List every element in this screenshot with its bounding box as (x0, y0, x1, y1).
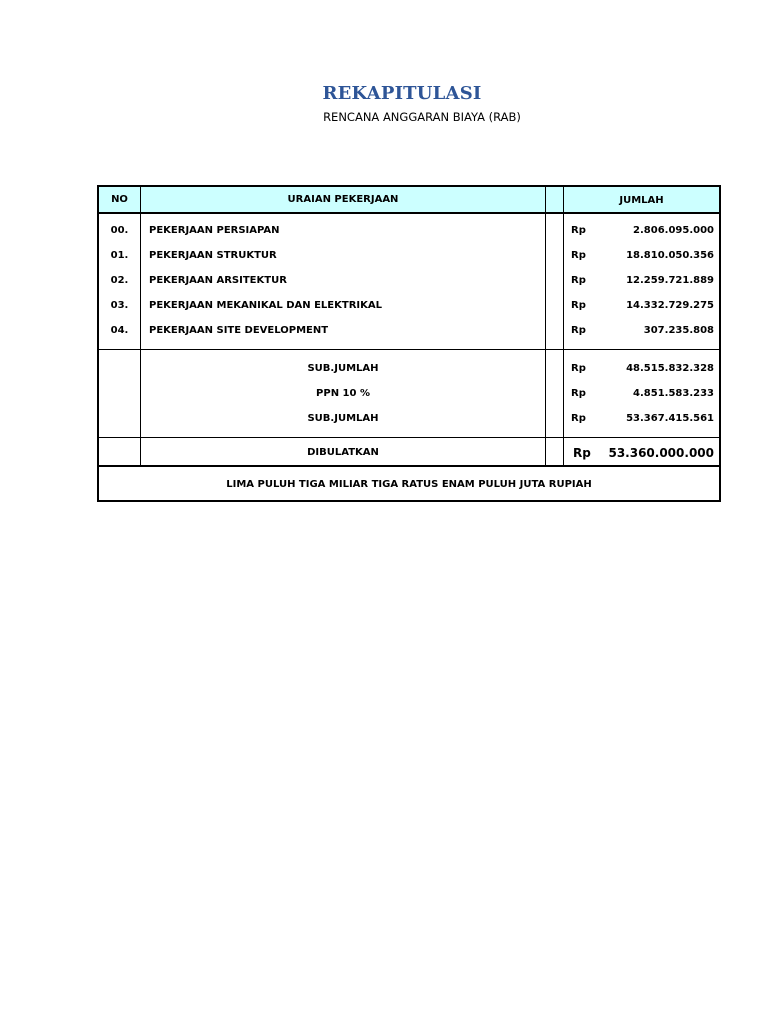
summary-currency: Rp (571, 413, 586, 424)
row-uraian: PEKERJAAN ARSITEKTUR (149, 275, 287, 286)
col-divider-uraian (545, 187, 546, 466)
amount-in-words: LIMA PULUH TIGA MILIAR TIGA RATUS ENAM PULUH JUTA RUPIAH (226, 479, 592, 490)
summary-amount: 53.367.415.561 (626, 413, 714, 424)
row-divider-summary (99, 437, 719, 438)
summary-amount: 48.515.832.328 (626, 363, 714, 374)
col-header-uraian: URAIAN PEKERJAAN (287, 194, 399, 205)
row-divider-items (99, 349, 719, 350)
col-header-no: NO (111, 194, 128, 205)
row-currency: Rp (571, 225, 586, 236)
recap-table (97, 185, 721, 502)
row-currency: Rp (571, 275, 586, 286)
row-uraian: PEKERJAAN STRUKTUR (149, 250, 277, 261)
summary-label: SUB.JUMLAH (307, 413, 379, 424)
summary-label: SUB.JUMLAH (307, 363, 379, 374)
row-uraian: PEKERJAAN SITE DEVELOPMENT (149, 325, 329, 336)
row-divider-rounded (99, 465, 719, 467)
row-uraian: PEKERJAAN PERSIAPAN (149, 225, 280, 236)
page-title: REKAPITULASI (322, 83, 482, 104)
summary-currency: Rp (571, 388, 586, 399)
row-no: 01. (110, 250, 129, 261)
rounded-amount: 53.360.000.000 (608, 446, 714, 460)
rounded-currency: Rp (573, 446, 591, 460)
row-currency: Rp (571, 250, 586, 261)
col-header-jumlah: JUMLAH (619, 195, 664, 206)
row-uraian: PEKERJAAN MEKANIKAL DAN ELEKTRIKAL (149, 300, 382, 311)
summary-amount: 4.851.583.233 (633, 388, 714, 399)
row-amount: 2.806.095.000 (633, 225, 714, 236)
row-amount: 307.235.808 (643, 325, 714, 336)
row-amount: 12.259.721.889 (626, 275, 714, 286)
rounded-label: DIBULATKAN (307, 447, 379, 458)
row-currency: Rp (571, 325, 586, 336)
row-no: 04. (110, 325, 129, 336)
page-subtitle: RENCANA ANGGARAN BIAYA (RAB) (323, 110, 521, 124)
row-no: 03. (110, 300, 129, 311)
row-amount: 14.332.729.275 (626, 300, 714, 311)
row-amount: 18.810.050.356 (626, 250, 714, 261)
row-no: 02. (110, 275, 129, 286)
col-divider-blank (563, 187, 564, 466)
row-no: 00. (110, 225, 129, 236)
row-currency: Rp (571, 300, 586, 311)
summary-currency: Rp (571, 363, 586, 374)
summary-label: PPN 10 % (316, 388, 370, 399)
